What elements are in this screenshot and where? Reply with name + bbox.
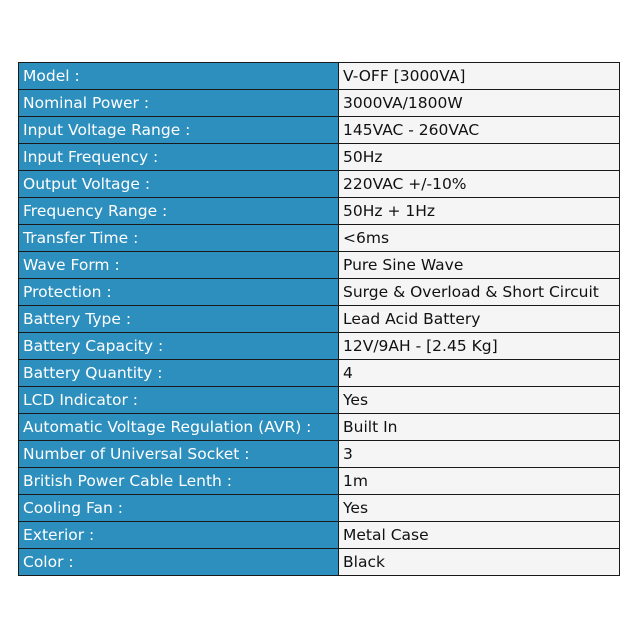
spec-value: Yes	[339, 495, 620, 522]
spec-label: Number of Universal Socket :	[19, 441, 339, 468]
spec-value: 3000VA/1800W	[339, 90, 620, 117]
spec-row	[19, 333, 620, 360]
spec-value: Lead Acid Battery	[339, 306, 620, 333]
spec-value: <6ms	[339, 225, 620, 252]
spec-value: Metal Case	[339, 522, 620, 549]
spec-value: V-OFF [3000VA]	[339, 63, 620, 90]
spec-row	[19, 549, 620, 576]
spec-row	[19, 171, 620, 198]
spec-label: Transfer Time :	[19, 225, 339, 252]
spec-row	[19, 279, 620, 306]
spec-value: Yes	[339, 387, 620, 414]
spec-row	[19, 63, 620, 90]
spec-row	[19, 387, 620, 414]
spec-row	[19, 468, 620, 495]
spec-label: Battery Type :	[19, 306, 339, 333]
spec-label: Automatic Voltage Regulation (AVR) :	[19, 414, 339, 441]
spec-label: British Power Cable Lenth :	[19, 468, 339, 495]
spec-row	[19, 441, 620, 468]
spec-label: Exterior :	[19, 522, 339, 549]
spec-row	[19, 495, 620, 522]
spec-label: LCD Indicator :	[19, 387, 339, 414]
specifications-body	[19, 63, 620, 576]
spec-label: Nominal Power :	[19, 90, 339, 117]
spec-label: Input Frequency :	[19, 144, 339, 171]
spec-label: Cooling Fan :	[19, 495, 339, 522]
specifications-table	[18, 62, 620, 576]
spec-value: 12V/9AH - [2.45 Kg]	[339, 333, 620, 360]
spec-label: Color :	[19, 549, 339, 576]
spec-value: Built In	[339, 414, 620, 441]
spec-row	[19, 360, 620, 387]
spec-row	[19, 198, 620, 225]
spec-label: Battery Capacity :	[19, 333, 339, 360]
spec-row	[19, 144, 620, 171]
spec-value: 1m	[339, 468, 620, 495]
spec-label: Frequency Range :	[19, 198, 339, 225]
spec-value: 50Hz + 1Hz	[339, 198, 620, 225]
spec-value: Pure Sine Wave	[339, 252, 620, 279]
spec-label: Output Voltage :	[19, 171, 339, 198]
spec-value: Black	[339, 549, 620, 576]
spec-row	[19, 117, 620, 144]
spec-row	[19, 225, 620, 252]
spec-row	[19, 252, 620, 279]
spec-label: Protection :	[19, 279, 339, 306]
spec-row	[19, 90, 620, 117]
spec-row	[19, 414, 620, 441]
spec-value: 50Hz	[339, 144, 620, 171]
spec-value: 145VAC - 260VAC	[339, 117, 620, 144]
spec-value: Surge & Overload & Short Circuit	[339, 279, 620, 306]
spec-value: 220VAC +/-10%	[339, 171, 620, 198]
spec-label: Battery Quantity :	[19, 360, 339, 387]
spec-label: Wave Form :	[19, 252, 339, 279]
spec-label: Input Voltage Range :	[19, 117, 339, 144]
spec-row	[19, 306, 620, 333]
spec-row	[19, 522, 620, 549]
spec-value: 4	[339, 360, 620, 387]
spec-label: Model :	[19, 63, 339, 90]
spec-value: 3	[339, 441, 620, 468]
